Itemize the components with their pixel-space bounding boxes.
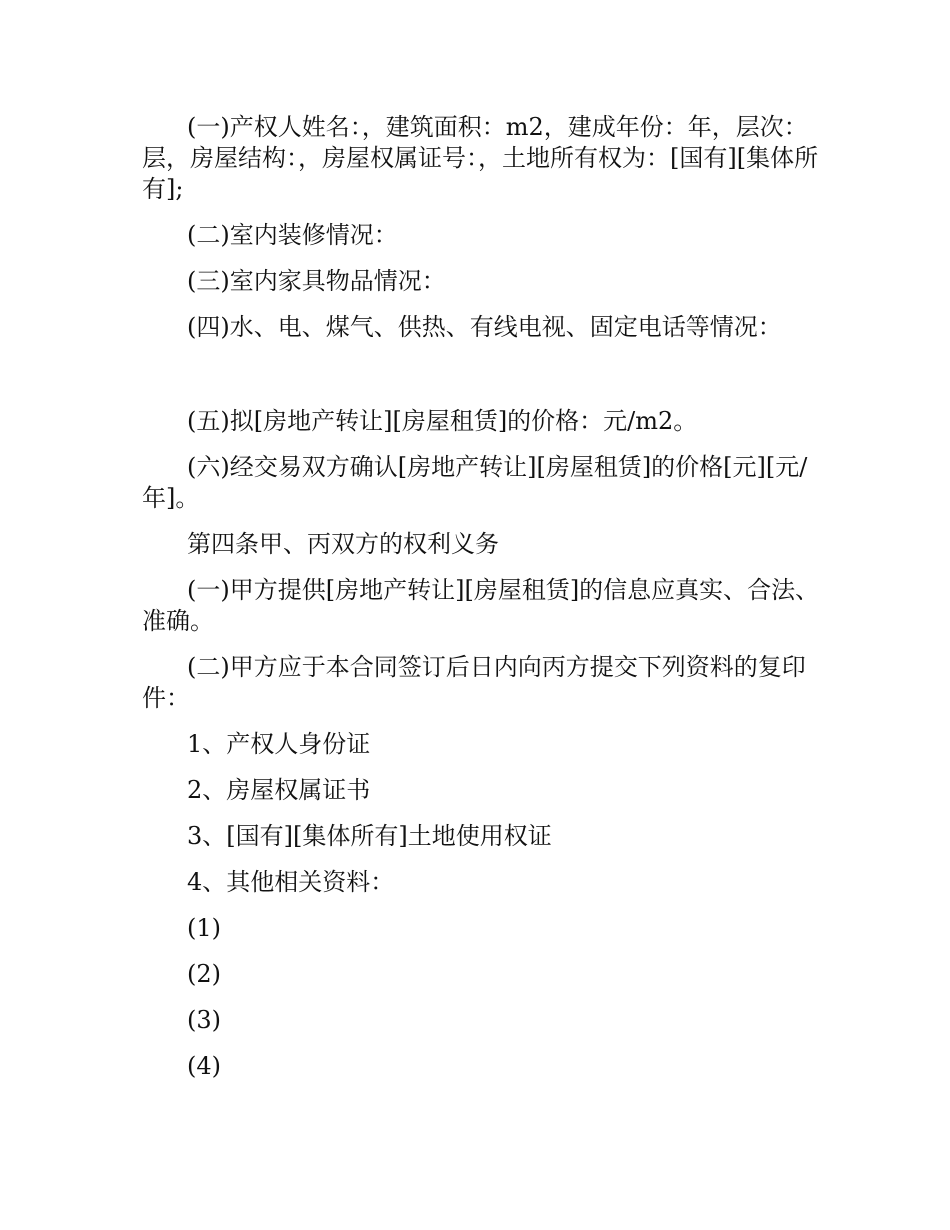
document-body: [142, 112, 822, 1097]
list-item-land-certificate: 3、[国有][集体所有]土地使用权证: [187, 822, 552, 850]
paragraph-proposed-price: (五)拟[房地产转让][房屋租赁]的价格：元/m2。: [187, 407, 698, 435]
list-item-blank-4: (4): [187, 1052, 221, 1080]
list-item-blank-3: (3): [187, 1006, 221, 1034]
blank-space: [142, 358, 822, 406]
list-item-title-certificate: 2、房屋权属证书: [187, 776, 371, 804]
paragraph-decoration: (二)室内装修情况：: [187, 221, 398, 249]
paragraph-property-info: (一)产权人姓名：，建筑面积：m2，建成年份：年，层次：层，房屋结构：，房屋权属证号：，土地所有权为：[国有][集体所有];: [142, 113, 819, 203]
list-item-blank-2: (2): [187, 960, 221, 988]
list-item-id-card: 1、产权人身份证: [187, 730, 371, 758]
paragraph-submit-documents: (二)甲方应于本合同签订后日内向丙方提交下列资料的复印件：: [142, 653, 806, 712]
paragraph-info-accuracy: (一)甲方提供[房地产转让][房屋租赁]的信息应真实、合法、准确。: [142, 576, 820, 635]
paragraph-furniture: (三)室内家具物品情况：: [187, 267, 446, 295]
list-item-other-materials: 4、其他相关资料：: [187, 868, 395, 896]
paragraph-utilities: (四)水、电、煤气、供热、有线电视、固定电话等情况：: [187, 313, 782, 341]
section-heading-article-four: 第四条甲、丙双方的权利义务: [187, 530, 499, 558]
list-item-blank-1: (1): [187, 914, 221, 942]
paragraph-confirmed-price: (六)经交易双方确认[房地产转让][房屋租赁]的价格[元][元/年]。: [142, 453, 808, 512]
